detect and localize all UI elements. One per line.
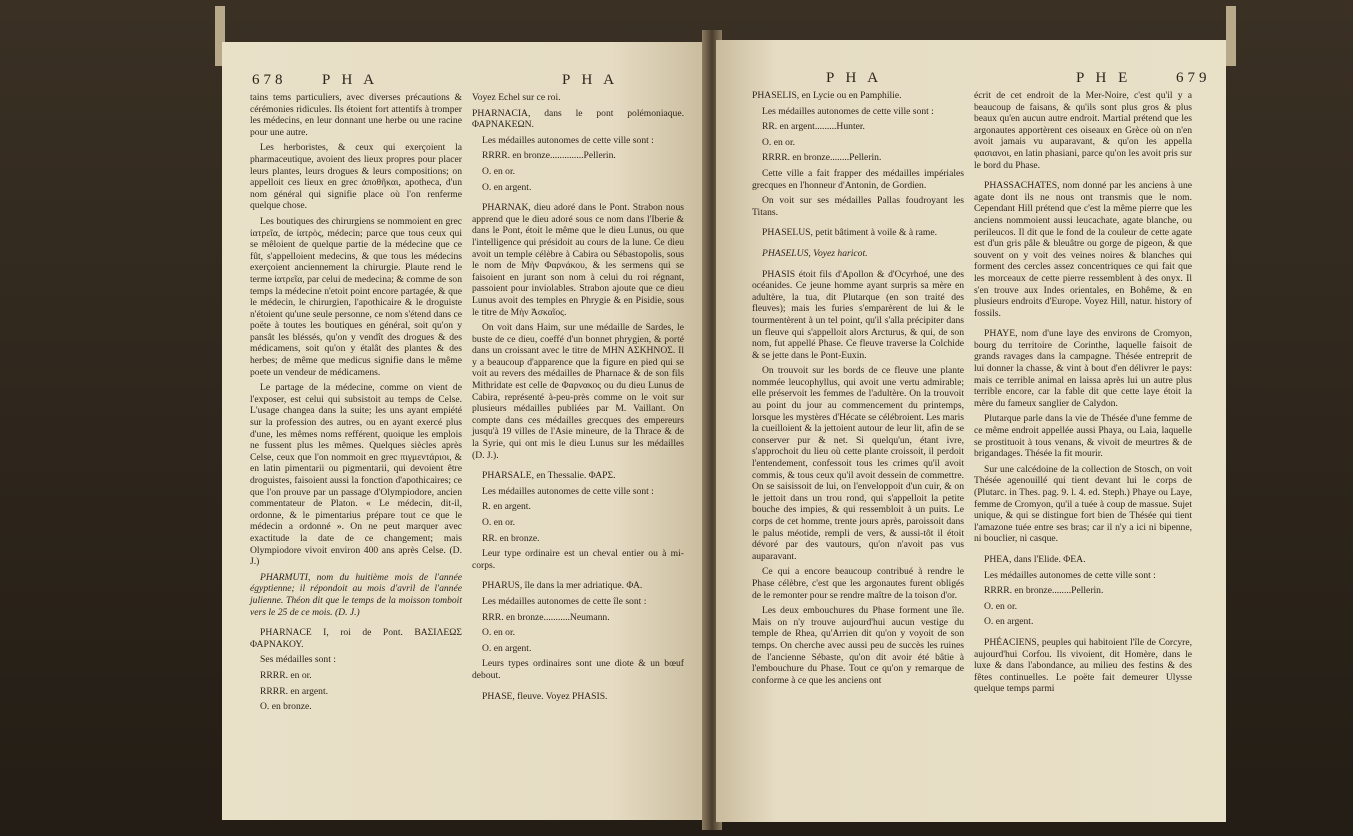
- paragraph: Les deux embouchures du Phase forment une île. Mais on n'y trouve aujourd'hui aucun vestige du temple de Rhea, qu'Arrien dit qu'on y voyoit de son temps. On cherche avec aussi peu de succès les ruines de l'ancienne Sébaste, qu'on dit avoir été bâtie à l'embouchure du Phase. Tout ce qu'on y remarque de conforme à ce que les anciens ont: [752, 605, 964, 686]
- left-column-1: [250, 92, 462, 717]
- right-page-number: 679: [1176, 70, 1211, 86]
- paragraph: Sur une calcédoine de la collection de Stosch, on voit Thésée agenouillé qui tient devant lui le corps de (Plutarc. in Thes. pag. 9. l. 4. ed. Steph.) Phaye ou Laye, femme de Cromyon, qu'il a tuée à coup de massue. Sujet unique, & qui se distingue fort bien de Thésée qui tient l'amazone tuée entre ses bras; car il n'y a ici ni bipenne, ni bouclier, ni casque.: [974, 463, 1192, 545]
- right-page-header-left: P H A: [826, 70, 883, 86]
- rarity-line: O. en bronze.: [260, 701, 312, 713]
- paragraph: Leurs types ordinaires sont une diote & un bœuf debout.: [472, 658, 684, 681]
- entry-phaselus: PHASELUS, petit bâtiment à voile & à rame.: [762, 227, 938, 239]
- entry-phea: PHEA, dans l'Elide. ΦΕΑ.: [984, 553, 1086, 565]
- entry-phase: PHASE, fleuve. Voyez PHASIS.: [482, 690, 608, 702]
- rarity-line: RRR. en bronze...........Neumann.: [482, 611, 610, 623]
- rarity-line: RRRR. en bronze........Pellerin.: [984, 585, 1104, 597]
- left-page-number: 678: [252, 72, 287, 88]
- rarity-line: O. en or.: [984, 600, 1018, 612]
- rarity-line: RR. en bronze.: [482, 532, 540, 544]
- rarity-line: O. en or.: [482, 517, 516, 528]
- rarity-line: RR. en argent.........Hunter.: [762, 121, 865, 133]
- rarity-line: O. en argent.: [984, 616, 1034, 628]
- paragraph: Les médailles autonomes de cette ville sont :: [984, 569, 1156, 581]
- rarity-line: R. en argent.: [482, 501, 531, 513]
- entry-pharmuti: PHARMUTI, nom du huitième mois de l'année égyptienne; il répondoit au mois d'avril de l'année julienne. Théon dit que le temps de la moisson tomboit vers le 25 de ce mois. (D. J.): [250, 571, 462, 618]
- paragraph: Cette ville a fait frapper des médailles impériales grecques en l'honneur d'Antonin, de Gordien.: [752, 167, 964, 191]
- rarity-line: RRRR. en bronze..............Pellerin.: [482, 150, 616, 162]
- rarity-line: O. en argent.: [482, 181, 532, 193]
- right-page-header-right: P H E: [1076, 70, 1132, 86]
- right-column-2: [974, 90, 1192, 699]
- entry-phassachates: PHASSACHATES, nom donné par les anciens à une agate dont ils ne nous ont transmis que le nom. Cependant Hill prétend que c'est la même pierre que les anciens nommoient aussi leucachate, agate blanche, ou perileucos. Il dit que le fond de la couleur de cette agate est d'un gris pâle & bleuâtre ou gorge de pigeon, & que souvent on y voit des veines noires & blanches qui forment des cercles assez concentriques ce qui fait que les morceaux de cette pierre ressemblent à des onyx. Il s'en trouve aux Indes orientales, en Bohême, & en plusieurs endroits d'Europe. Voyez Hill, natur. history of fossils.: [974, 180, 1192, 319]
- rarity-line: O. en or.: [762, 136, 796, 148]
- paragraph: Leur type ordinaire est un cheval entier ou à mi-corps.: [472, 548, 684, 571]
- entry-phaselus-2: PHASELUS, Voyez haricot.: [762, 247, 868, 259]
- paragraph: Les médailles autonomes de cette île sont :: [482, 595, 647, 607]
- rarity-line: O. en or.: [482, 627, 516, 639]
- entry-pharus: PHARUS, île dans la mer adriatique. ΦΑ.: [482, 580, 643, 592]
- paragraph: Les médailles autonomes de cette ville sont :: [762, 105, 934, 117]
- paragraph: Le partage de la médecine, comme on vient de l'exposer, est celui qui subsistoit au temps de Celse. L'usage changea dans la suite; les uns ayant empiété sur la profession des autres, ou en ayant exercé plus d'une, les mêmes noms refférent, quoique les emplois ne fussent plus les mêmes. Quelques siècles après Celse, ceux que l'on nommoit en grec πιγμεντάριοι, & en latin pimentarii ou pigmentarii, qui devoient être droguistes, faisoient aussi la fonction d'apothicaires; ce que l'on prouve par un passage d'Olympiodore, ancien commentateur de Platon. « Le médecin, dit-il, ordonne, & le pimentarius prépare tout ce que le médecin a ordonné ». On ne peut marquer avec exactitude la date de ce changement; mais Olympiodore vivoit environ 400 ans après Celse. (D. J.): [250, 382, 462, 568]
- paragraph: Ce qui a encore beaucoup contribué à rendre le Phase célèbre, c'est que les argonautes furent obligés de le remonter pour se rendre maître de la toison d'or.: [752, 566, 964, 601]
- rarity-line: RRRR. en argent.: [260, 685, 329, 697]
- entry-phaselis: PHASELIS, en Lycie ou en Pamphilie.: [752, 90, 902, 101]
- rarity-line: RRRR. en bronze........Pellerin.: [762, 152, 882, 164]
- entry-pharnacia: PHARNACIA, dans le pont polémoniaque. ΦΑΡΝΑΚΕΩΝ.: [472, 107, 684, 131]
- paragraph: On trouvoit sur les bords de ce fleuve une plante nommée leucophyllus, qui avoit une vertu admirable; elle préservoit les femmes de l'adultère. On la trouvoit au point du jour au commencement du printemps, lorsque les mystères d'Hécate se célébroient. Les maris la cueilloient & la jettoient autour de leur lit, afin de se conserver pur & net. Si quelqu'un, étant ivre, s'approchoit du lieu où cette plante croissoit, il perdoit l'entendement, confessoit tous les crimes qu'il avoit commis, & tous ceux qu'il avoit dessein de commettre. On se saisissoit de lui, on l'enveloppoit d'un cuir, & on le jettoit dans un trou rond, qui s'appelloit la petite bouche des impies, & qui ressembloit à un puits. Le corps de cet homme, trente jours après, paroissoit dans le palus méotide, rempli de vers, & aussi-tôt il étoit dévoré par des vautours, qu'on n'avoit pas vus auparavant.: [752, 365, 964, 562]
- paragraph: Les médailles autonomes de cette ville sont :: [482, 485, 654, 497]
- rarity-line: RRRR. en or.: [260, 669, 312, 681]
- entry-phasis: PHASIS étoit fils d'Apollon & d'Ocyrhoé, une des océanides. Ce jeune homme ayant surpris sa mère en adultère, la tua, dit Plutarque (en son traité des fleuves); mais les furies s'emparèrent de lui & le tourmentèrent à un tel point, qu'il s'alla précipiter dans un fleuve qui s'appelloit alors Arcturus, & qui, de son nom, fut appellé Phase. Ce fleuve traverse la Colchide & se jette dans le Pont-Euxin.: [752, 268, 964, 361]
- paragraph: Les boutiques des chirurgiens se nommoient en grec ἰατρεῖα, de ἰατρὸς, médecin; parce que tous ceux qui se mêloient de quelque partie de la médecine que ce fût, s'appelloient medecins, & que tous les médecins exerçoient anciennement la chirurgie. Plaute rend le terme ἰατρεῖα, par celui de medecina; & comme de son temps la médecine n'etoit point encore partagée, & que le médecin, le chirurgien, l'apothicaire & le droguiste n'étoient qu'une seule personne, ce nom s'étend dans ce poëte à toutes les boutiques en général, soit qu'on y pansât les bléssés, qu'on y vendît des drogues & des médicamens, soit qu'on y étalât des plantes & des herbes; de même que medicus signifie dans le même poete un vendeur de médicamens.: [250, 215, 462, 378]
- paragraph: Ses médailles sont :: [260, 654, 336, 666]
- entry-pharnak: PHARNAK, dieu adoré dans le Pont. Strabon nous apprend que le dieu adoré sous ce nom dans l'Iberie & dans le Pont, étoit le même que le dieu Lunus, ou que l'intelligence qui présidoit au cours de la lune. Ce dieu avoit un temple célèbre à Cabira ou Sébastopolis, sous le nom de Μὴν Φαρνάκου, & les sermens qui se faisoient en jurant son nom à celui du roi régnant, passoient pour inviolables. Strabon ajoute que ce dieu Lunus avoit des temples en Phrygie & en Pisidie, sous le titre de Μὴν Ἀσκαῖος.: [472, 202, 684, 318]
- paragraph: Plutarque parle dans la vie de Thésée d'une femme de ce même endroit appellée aussi Phaya, ou Laia, laquelle se prostituoit à tous venans, & vivoit de meurtres & de brigandages. Thésée la fit mourir.: [974, 413, 1192, 460]
- left-page-header-left: P H A: [322, 72, 379, 88]
- left-column-2: [472, 92, 684, 706]
- right-column-1: [752, 90, 964, 690]
- entry-pheaciens: PHÉACIENS, peuples qui habitoient l'île de Corcyre, aujourd'hui Corfou. Ils vivoient, dit Homère, dans le luxe & dans l'abondance, au milieu des festins & des fêtes continuelles. Le poëte fait demeurer Ulysse quelque temps parmi: [974, 636, 1192, 695]
- left-page: [222, 42, 708, 820]
- paragraph: Les herboristes, & ceux qui exerçoient la pharmaceutique, avoient des lieux propres pour placer leurs plantes, leurs drogues & leurs compositions; on appelloit ces lieux en grec ἀποθῆκαι, apotheca, d'un nom général qui signifie place où l'on renferme quelque chose.: [250, 142, 462, 212]
- paragraph: On voit sur ses médailles Pallas foudroyant les Titans.: [752, 195, 964, 218]
- left-page-header-right: P H A: [562, 72, 619, 88]
- paragraph: On voit dans Haim, sur une médaille de Sardes, le buste de ce dieu, coeffé d'un bonnet phrygien, & porté dans un croissant avec le titre de ΜΗΝ ΑΣΚΗΝΟΣ. Il y a beaucoup d'apparence que la figure en pied qui se voit au revers des médailles de Pharnace & de son fils Mithridate est celle de Φαρνακος ou du dieu Lunus de Cabira, représenté à-peu-près comme on le voit sur plusieurs médailles publiées par M. Vaillant. On compte dans ces médailles grecques des empereurs jusqu'à 19 villes de l'Asie mineure, de la Thrace & de la Syrie, qui ont mis le dieu Lunus sur les médailles (D. J.).: [472, 322, 684, 461]
- rarity-line: O. en or.: [482, 165, 516, 177]
- paragraph: Voyez Echel sur ce roi.: [472, 92, 561, 103]
- paragraph: tains tems particuliers, avec diverses précautions & cérémonies ridicules. Ils étoient fort attentifs à tromper les médecins, en leur donnant une herbe ou une racine pour une autre.: [250, 92, 462, 138]
- rarity-line: O. en argent.: [482, 642, 532, 654]
- entry-phaye: PHAYE, nom d'une laye des environs de Cromyon, bourg du territoire de Corinthe, laquelle faisoit de grands ravages dans la campagne. Thésée entreprit de lui donner la chasse, & vint à bout d'en délivrer le pays: mais ce terrible animal en laissa après lui un autre plus terrible encore, car la fable dit que cette laye étoit la mère du fameux sanglier de Calydon.: [974, 328, 1192, 409]
- binding-clip-right: [1226, 6, 1236, 66]
- entry-pharnace: PHARNACE I, roi de Pont. ΒΑΣΙΛΕΩΣ ΦΑΡΝΑΚΟΥ.: [250, 627, 462, 650]
- right-page: [716, 40, 1226, 822]
- paragraph: Les médailles autonomes de cette ville sont :: [482, 134, 654, 146]
- paragraph: écrit de cet endroit de la Mer-Noire, c'est qu'il y a beaucoup de faisans, & qu'ils sont plus gros & plus beaux qu'en aucun autre endroit. Martial prétend que les argonautes apportèrent ces oiseaux en Grèce où on n'en avoit jamais vu auparavant, & qu'on les appella φασιανοι, en latin phasiani, parce qu'on les avoit pris sur le bord du Phase.: [974, 90, 1192, 171]
- entry-pharsale: PHARSALE, en Thessalie. ΦΑΡΣ.: [482, 470, 616, 482]
